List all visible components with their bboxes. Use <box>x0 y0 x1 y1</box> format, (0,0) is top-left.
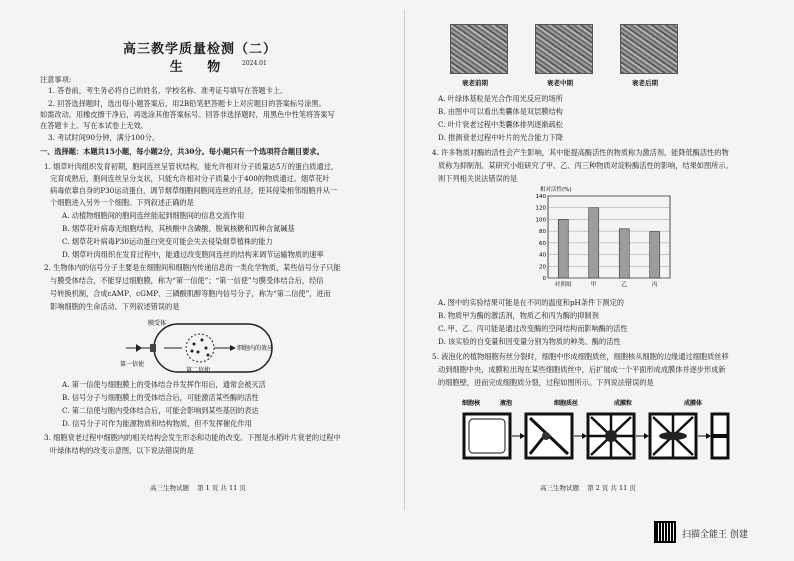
qr-code-icon <box>654 521 676 543</box>
signal-diagram <box>120 318 280 376</box>
q5-stem: 动到细胞中央，成膜粒出现在某些细胞质丝中，后扩展成一个平面形成成膜体并逐步形成新 <box>438 365 726 374</box>
receptor-label: 膜受体 <box>148 320 167 327</box>
scanner-watermark: 扫描全能王 创建 <box>682 530 748 540</box>
effect-label: 细胞内的效应 <box>237 345 274 352</box>
micrograph-early <box>450 24 508 74</box>
q3-stem: 叶绿体结构的改变示意图，以下说法错误的是 <box>50 446 194 455</box>
y-tick-label: 20 <box>539 264 546 271</box>
footer-page: 第 1 页 共 11 页 <box>197 484 246 492</box>
receptor-icon <box>150 344 156 352</box>
q4-stem: 质称为抑制剂。某研究小组研究了甲、乙、丙三种物质对淀粉酶活性的影响，结果如图所示。 <box>438 161 733 170</box>
q5-stem: 5. 液泡化的植物细胞有丝分裂时，细胞中形成细胞质丝，细胞核从细胞的边缘通过细胞质丝移 <box>432 352 729 361</box>
q4-option: B. 物质甲为酶的激活剂，物质乙和丙为酶的抑制剂 <box>438 311 599 320</box>
notice-item: 如需改动，用橡皮擦干净后，再选涂其他答案标号。回答非选择题时，用黑色中性笔将答案写 <box>40 110 335 119</box>
x-tick-label: 丙 <box>651 282 658 288</box>
q3-option: D. 推测衰老过程中叶片的光合能力下降 <box>438 133 564 142</box>
caption-early: 衰老前期 <box>462 79 488 87</box>
y-tick-label: 100 <box>535 217 546 224</box>
notice-heading: 注意事项: <box>40 75 72 84</box>
q4-option: C. 甲、乙、丙可能是通过改变酶的空间结构而影响酶的活性 <box>438 324 628 333</box>
q4-stem: 则下列相关说法错误的是 <box>438 174 518 183</box>
footer-subject: 高三生物试题 <box>540 484 579 492</box>
right-page <box>410 0 794 561</box>
q1-option: D. 烟草叶肉组织在发育过程中，能通过改变胞间连丝的结构来调节运输物质的速率 <box>62 250 324 259</box>
x-tick-label: 甲 <box>590 282 597 288</box>
q3-stem: 3. 细胞衰老过程中细胞内的相关结构会发生形态和功能的改变。下图是水稻叶片衰老的过程中 <box>44 433 341 442</box>
label-strands: 细胞质丝 <box>554 400 579 407</box>
second-messenger-label: 第二信使 <box>186 367 211 374</box>
q1-option: C. 烟草花叶病毒P30运动蛋白突变可能会失去侵染烟草植株的能力 <box>62 237 273 246</box>
cytokinesis-diagram <box>450 396 730 462</box>
q3-option: A. 叶绿体基粒是光合作用光反应的场所 <box>438 94 563 103</box>
q2-stem: 影响细胞的生命活动。下列叙述错误的是 <box>50 302 180 311</box>
caption-late: 衰老后期 <box>632 79 658 87</box>
chart-bar <box>650 232 660 278</box>
chart-bar <box>619 229 629 278</box>
x-tick-label: 对照组 <box>554 282 572 288</box>
x-tick-label: 乙 <box>621 282 628 288</box>
label-nucleus: 细胞核 <box>462 400 481 407</box>
q1-stem: 完育成熟后，胞间连丝呈分支状，只能允许相对分子质量小于400的物质通过。烟草花叶 <box>50 174 330 183</box>
chart-bar <box>558 219 568 278</box>
q1-stem: 个细胞进入另外一个细胞。下列叙述正确的是 <box>50 198 194 207</box>
section-heading: 一、选择题：本题共15小题，每小题2分，共30分。每小题只有一个选项符合题目要求。 <box>40 147 324 156</box>
q3-option: C. 叶片衰老过程中类囊体排列逐渐疏松 <box>438 120 563 129</box>
chart-bar <box>589 208 599 278</box>
q2-stem: 2. 生物体内的信号分子主要是在细胞间和细胞内传递信息的一类化学物质，某些信号分子只能 <box>44 263 341 272</box>
notice-item: 3. 考试时间90分钟，满分100分。 <box>48 133 160 142</box>
footer-page: 第 2 页 共 11 页 <box>587 484 636 492</box>
exam-date: 2024.01 <box>242 60 267 67</box>
footer-subject: 高三生物试题 <box>150 484 189 492</box>
chart-ylabel: 相对活性(%) <box>540 187 572 193</box>
notice-item: 1. 答卷前，考生务必将自己的姓名、学校名称、准考证号填写在答题卡上。 <box>48 86 288 95</box>
y-tick-label: 140 <box>535 194 546 200</box>
page-divider <box>404 10 405 510</box>
page-footer <box>540 483 642 492</box>
q2-option: A. 第一信使与细胞膜上的受体结合并发挥作用后，通常会被灭活 <box>62 380 266 389</box>
arrow-icon <box>644 433 649 439</box>
y-tick-label: 60 <box>539 240 546 247</box>
q4-option: A. 图中的实验结果可能是在不同的温度和pH条件下测定的 <box>438 298 624 307</box>
label-phragmoplast: 成膜体 <box>684 400 703 407</box>
second-messenger-cluster <box>186 334 214 362</box>
q2-option: C. 第二信使与胞内受体结合后，可能会影响到某些基因的表达 <box>62 406 259 415</box>
q2-stem: 与膜受体结合，不能穿过细胞膜，称为“第一信使”；“第一信使”与膜受体结合后，经信 <box>50 276 324 285</box>
micrograph-middle <box>535 24 593 74</box>
q3-option: B. 由图中可以看出类囊体是双层膜结构 <box>438 107 563 116</box>
q1-stem: 1. 烟草叶肉组织发育初期，胞间连丝呈管状结构，能允许相对分子质量达5万的蛋白质通过， <box>44 162 339 171</box>
q5-stem: 的细胞壁，进而完成细胞质分裂，过程如图所示。下列说法错误的是 <box>438 378 654 387</box>
label-phragmosome: 成膜粒 <box>614 400 633 407</box>
q1-option: B. 烟草花叶病毒无细胞结构，其核酸中含磷酸、脱氧核糖和四种含氮碱基 <box>62 224 295 233</box>
enzyme-activity-chart <box>524 184 674 290</box>
first-messenger-label: 第一信使 <box>120 361 145 368</box>
subject-title: 生 物 <box>169 60 231 75</box>
arrow-icon <box>582 433 587 439</box>
page-footer <box>150 483 252 492</box>
label-vacuole: 液泡 <box>500 400 513 407</box>
exam-title: 高三教学质量检测（二） <box>122 42 277 57</box>
arrow-icon <box>230 345 236 351</box>
caption-middle: 衰老中期 <box>547 79 573 87</box>
notice-item: 2. 回答选择题时，选出每小题答案后，用2B铅笔把答题卡上对应题目的答案标号涂黑。 <box>48 99 326 108</box>
micrograph-late <box>620 24 678 74</box>
arrow-icon <box>520 433 525 439</box>
q4-option: D. 该实验的自变量和因变量分别为物质的种类、酶的活性 <box>438 337 621 346</box>
q1-option: A. 动植物细胞间的胞间连丝能起到细胞间的信息交流作用 <box>62 211 245 220</box>
first-messenger-icon <box>136 344 142 352</box>
q1-stem: 病毒依靠自身的P30运动蛋白，调节烟草细胞间胞间连丝的孔径，使其侵染相邻细胞并从一 <box>50 186 338 195</box>
q4-stem: 4. 许多物质对酶的活性会产生影响，其中能提高酶活性的物质称为激活剂，能降低酶活性的物 <box>432 148 729 157</box>
q2-option: D. 信号分子可作为能源物质和结构物质，但不发挥催化作用 <box>62 419 252 428</box>
q2-option: B. 信号分子与细胞膜上的受体结合后，可能激活某些酶的活性 <box>62 393 259 402</box>
y-tick-label: 120 <box>535 205 546 212</box>
y-tick-label: 80 <box>539 229 546 236</box>
q2-stem: 号转换机制，合成cAMP、cGMP、三磷酸肌醇等胞内信号分子，称为“第二信使”，进而 <box>50 289 331 298</box>
notice-item: 在答题卡上。写在本试卷上无效。 <box>40 121 148 130</box>
arrow-icon <box>706 433 711 439</box>
y-tick-label: 40 <box>539 252 546 259</box>
y-tick-label: 0 <box>542 276 546 282</box>
